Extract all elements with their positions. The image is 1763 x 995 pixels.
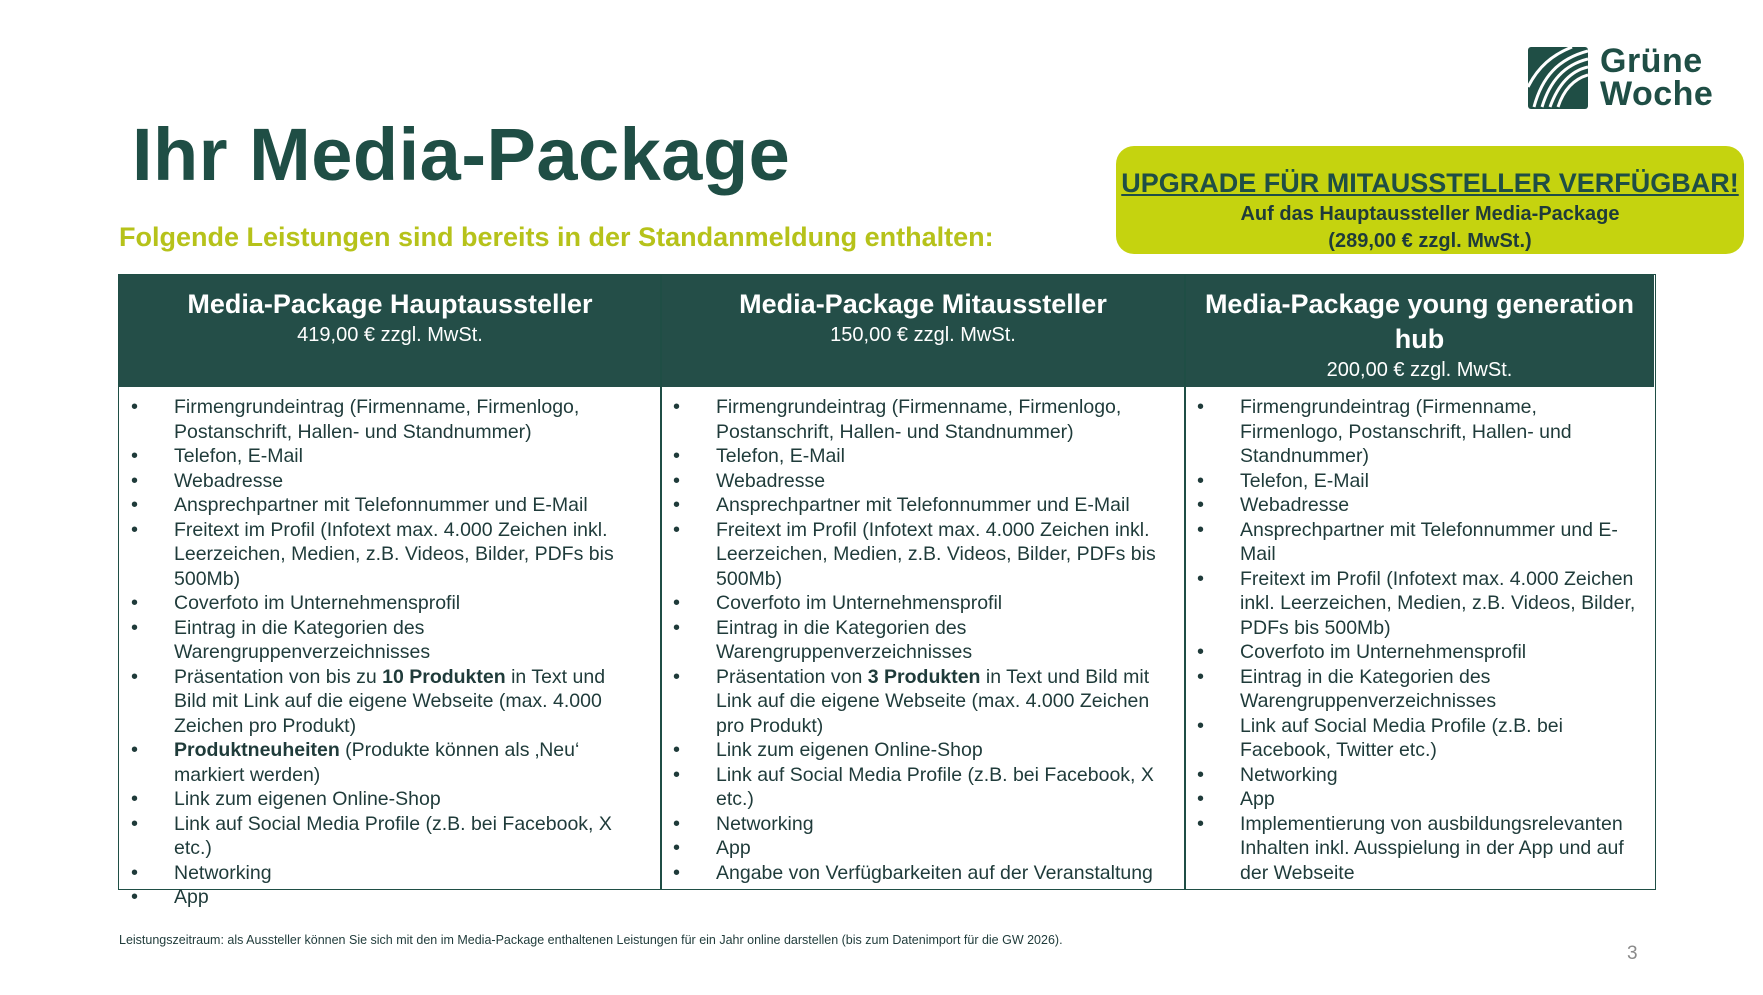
page-subtitle: Folgende Leistungen sind bereits in der Standanmeldung enthalten: (119, 222, 994, 252)
feature-item (119, 738, 641, 787)
feature-item (661, 861, 1173, 886)
feature-text: Eintrag in die Kategorien des Warengruppenverzeichnisses (174, 616, 431, 663)
logo-line-1: Grüne (1600, 42, 1703, 80)
feature-text: Coverfoto im Unternehmensprofil (174, 592, 461, 614)
feature-item (661, 395, 1173, 444)
column-hauptaussteller (119, 387, 661, 908)
feature-text: Ansprechpartner mit Telefonnummer und E-Mail (174, 494, 588, 516)
feature-text: Telefon, E-Mail (1240, 469, 1369, 492)
feature-text: Webadresse (716, 469, 826, 492)
feature-text-bold: 3 Produkten (867, 665, 981, 688)
feature-text: Firmengrundeintrag (Firmenname, Firmenlogo, Postanschrift, Hallen- und Standnummer) (174, 396, 580, 443)
feature-text: in Text und Bild mit Link auf die eigene Webseite (max. 4.000 Zeichen pro Produkt) (716, 665, 1150, 737)
feature-text: App (174, 886, 209, 908)
column-heading: Media-Package young generation hub (1204, 289, 1635, 354)
feature-item (661, 836, 1173, 861)
feature-text: Networking (716, 812, 814, 835)
feature-text: Implementierung von ausbildungsrelevanten Inhalten inkl. Ausspielung in der App und auf der Webseite (1240, 812, 1624, 884)
package-table (118, 274, 1656, 908)
page-title: Ihr Media-Package (132, 113, 791, 196)
feature-item (661, 591, 1173, 616)
column-price: 419,00 € zzgl. MwSt. (297, 324, 483, 346)
feature-item (119, 812, 641, 861)
column-young-generation-hub (1185, 387, 1654, 889)
feature-text: Networking (174, 861, 272, 884)
column-price: 150,00 € zzgl. MwSt. (830, 324, 1016, 346)
feature-text: Angabe von Verfügbarkeiten auf der Veranstaltung (716, 861, 1153, 884)
feature-item (119, 493, 641, 518)
feature-text: Eintrag in die Kategorien des Warengruppenverzeichnisses (716, 616, 973, 663)
feature-item (1185, 640, 1642, 665)
feature-text: Link zum eigenen Online-Shop (716, 739, 983, 761)
feature-text: Networking (1240, 763, 1338, 786)
feature-text: Eintrag in die Kategorien des Warengruppenverzeichnisses (1240, 665, 1497, 712)
feature-item (119, 665, 641, 739)
upgrade-callout (1116, 146, 1744, 254)
feature-text-bold: Produktneuheiten (174, 739, 340, 761)
feature-item (1185, 518, 1642, 567)
feature-list (661, 395, 1173, 885)
feature-item (119, 469, 641, 494)
feature-item (661, 493, 1173, 518)
logo-wordmark (1600, 42, 1714, 113)
feature-item (1185, 665, 1642, 714)
logo-mark-icon (1528, 47, 1588, 109)
column-heading: Media-Package Hauptaussteller (187, 289, 593, 319)
feature-text: in Text und Bild mit Link auf die eigene Webseite (max. 4.000 Zeichen pro Produkt) (174, 665, 606, 737)
page-number: 3 (1627, 943, 1638, 964)
feature-text: Link zum eigenen Online-Shop (174, 788, 441, 810)
feature-text: Freitext im Profil (Infotext max. 4.000 Zeichen inkl. Leerzeichen, Medien, z.B. Videos, Bilder, PDFs bis 500Mb) (716, 518, 1156, 590)
upgrade-line-2: Auf das Hauptaussteller Media-Package (1240, 203, 1620, 225)
feature-item (661, 444, 1173, 469)
feature-item (119, 591, 641, 616)
column-heading: Media-Package Mitaussteller (739, 289, 1107, 319)
feature-item (1185, 469, 1642, 494)
gruene-woche-logo (1528, 42, 1742, 113)
feature-item (661, 665, 1173, 739)
feature-item (119, 861, 641, 886)
column-header-mitaussteller (661, 275, 1185, 387)
upgrade-price: (289,00 € zzgl. MwSt.) (1328, 230, 1532, 252)
feature-item (1185, 763, 1642, 788)
feature-text: App (716, 837, 751, 859)
feature-item (661, 616, 1173, 665)
feature-text: Webadresse (1240, 494, 1350, 516)
feature-text: Präsentation von bis zu (174, 665, 383, 688)
column-header-hauptaussteller (119, 275, 661, 387)
column-mitaussteller (661, 387, 1185, 889)
upgrade-headline: UPGRADE FÜR MITAUSSTELLER VERFÜGBAR! (1121, 168, 1739, 198)
feature-item (661, 812, 1173, 837)
feature-item (661, 763, 1173, 812)
feature-text: Telefon, E-Mail (716, 445, 845, 467)
feature-item (1185, 787, 1642, 812)
feature-text: App (1240, 788, 1275, 810)
feature-item (119, 395, 641, 444)
feature-text: Telefon, E-Mail (174, 445, 303, 467)
feature-text: Coverfoto im Unternehmensprofil (716, 592, 1003, 614)
feature-text-bold: 10 Produkten (382, 665, 506, 688)
feature-text: Link auf Social Media Profile (z.B. bei Facebook, X etc.) (174, 812, 612, 859)
feature-text: Link auf Social Media Profile (z.B. bei Facebook, X etc.) (716, 763, 1154, 810)
feature-item (119, 885, 641, 910)
feature-item (661, 518, 1173, 592)
feature-item (1185, 812, 1642, 886)
feature-item (1185, 395, 1642, 469)
feature-item (661, 738, 1173, 763)
feature-item (1185, 567, 1642, 641)
feature-text: Coverfoto im Unternehmensprofil (1240, 641, 1527, 663)
feature-text: Ansprechpartner mit Telefonnummer und E-Mail (1240, 518, 1618, 565)
feature-text: Link auf Social Media Profile (z.B. bei Facebook, Twitter etc.) (1240, 714, 1563, 761)
feature-text: Webadresse (174, 469, 284, 492)
logo-line-2: Woche (1600, 75, 1714, 113)
feature-text: Freitext im Profil (Infotext max. 4.000 Zeichen inkl. Leerzeichen, Medien, z.B. Videos, Bilder, PDFs bis 500Mb) (174, 518, 614, 590)
footnote: Leistungszeitraum: als Aussteller können Sie sich mit den im Media-Package enthaltenen Leistungen für ein Jahr online darstellen (bis zum Datenimport für die GW 2026). (119, 933, 1063, 947)
column-header-young-generation-hub (1185, 275, 1654, 387)
feature-text: Firmengrundeintrag (Firmenname, Firmenlogo, Postanschrift, Hallen- und Standnummer) (1240, 396, 1572, 467)
feature-item (119, 616, 641, 665)
feature-list (119, 395, 641, 910)
feature-item (119, 787, 641, 812)
feature-item (661, 469, 1173, 494)
feature-item (1185, 493, 1642, 518)
feature-list (1185, 395, 1642, 885)
feature-text: Firmengrundeintrag (Firmenname, Firmenlogo, Postanschrift, Hallen- und Standnummer) (716, 396, 1122, 443)
feature-item (119, 444, 641, 469)
feature-text: Freitext im Profil (Infotext max. 4.000 Zeichen inkl. Leerzeichen, Medien, z.B. Videos, Bilder, PDFs bis 500Mb) (1240, 567, 1636, 639)
feature-item (119, 518, 641, 592)
column-price: 200,00 € zzgl. MwSt. (1326, 359, 1513, 381)
feature-text: Ansprechpartner mit Telefonnummer und E-Mail (716, 494, 1130, 516)
feature-item (1185, 714, 1642, 763)
feature-text: (Produkte können als ‚Neu‘ markiert werden) (174, 739, 580, 786)
feature-text: Präsentation von (716, 665, 868, 688)
